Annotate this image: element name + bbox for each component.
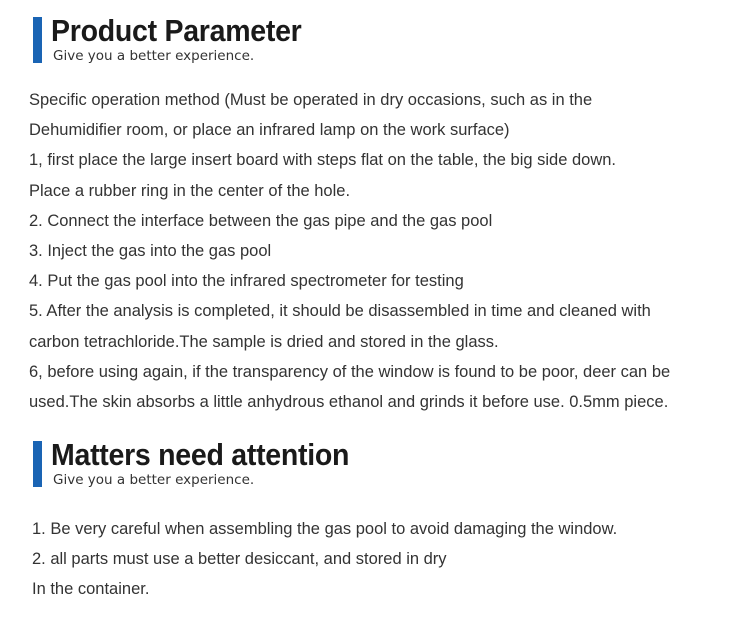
attention-text (32, 514, 617, 605)
text-line: Dehumidifier room, or place an infrared lamp on the work surface) (29, 121, 510, 140)
text-line: 1. Be very careful when assembling the gas pool to avoid damaging the window. (32, 520, 618, 538)
text-line: 5. After the analysis is completed, it should be disassembled in time and cleaned with (29, 302, 651, 321)
text-line: Place a rubber ring in the center of the hole. (29, 181, 351, 200)
text-line: 1, first place the large insert board with steps flat on the table, the big side down. (29, 151, 617, 170)
section-title: Product Parameter (51, 13, 302, 48)
text-line: 6, before using again, if the transparency of the window is found to be poor, deer can be (29, 362, 671, 381)
section-subtitle: Give you a better experience. (53, 472, 255, 488)
operation-method-text (29, 85, 670, 417)
text-line: 2. Connect the interface between the gas pipe and the gas pool (29, 211, 493, 230)
text-line: 4. Put the gas pool into the infrared spectrometer for testing (29, 272, 464, 291)
text-line: Specific operation method (Must be operated in dry occasions, such as in the (29, 91, 593, 109)
accent-bar (33, 441, 42, 487)
section-title: Matters need attention (51, 437, 350, 472)
accent-bar (33, 17, 42, 63)
text-line: 2. all parts must use a better desiccant, and stored in dry (32, 550, 447, 569)
text-line: 3. Inject the gas into the gas pool (29, 242, 272, 261)
text-line: carbon tetrachloride.The sample is dried and stored in the glass. (29, 332, 499, 351)
text-line: In the container. (32, 580, 150, 599)
text-line: used.The skin absorbs a little anhydrous ethanol and grinds it before use. 0.5mm piece. (29, 393, 669, 412)
section-subtitle: Give you a better experience. (53, 48, 255, 64)
